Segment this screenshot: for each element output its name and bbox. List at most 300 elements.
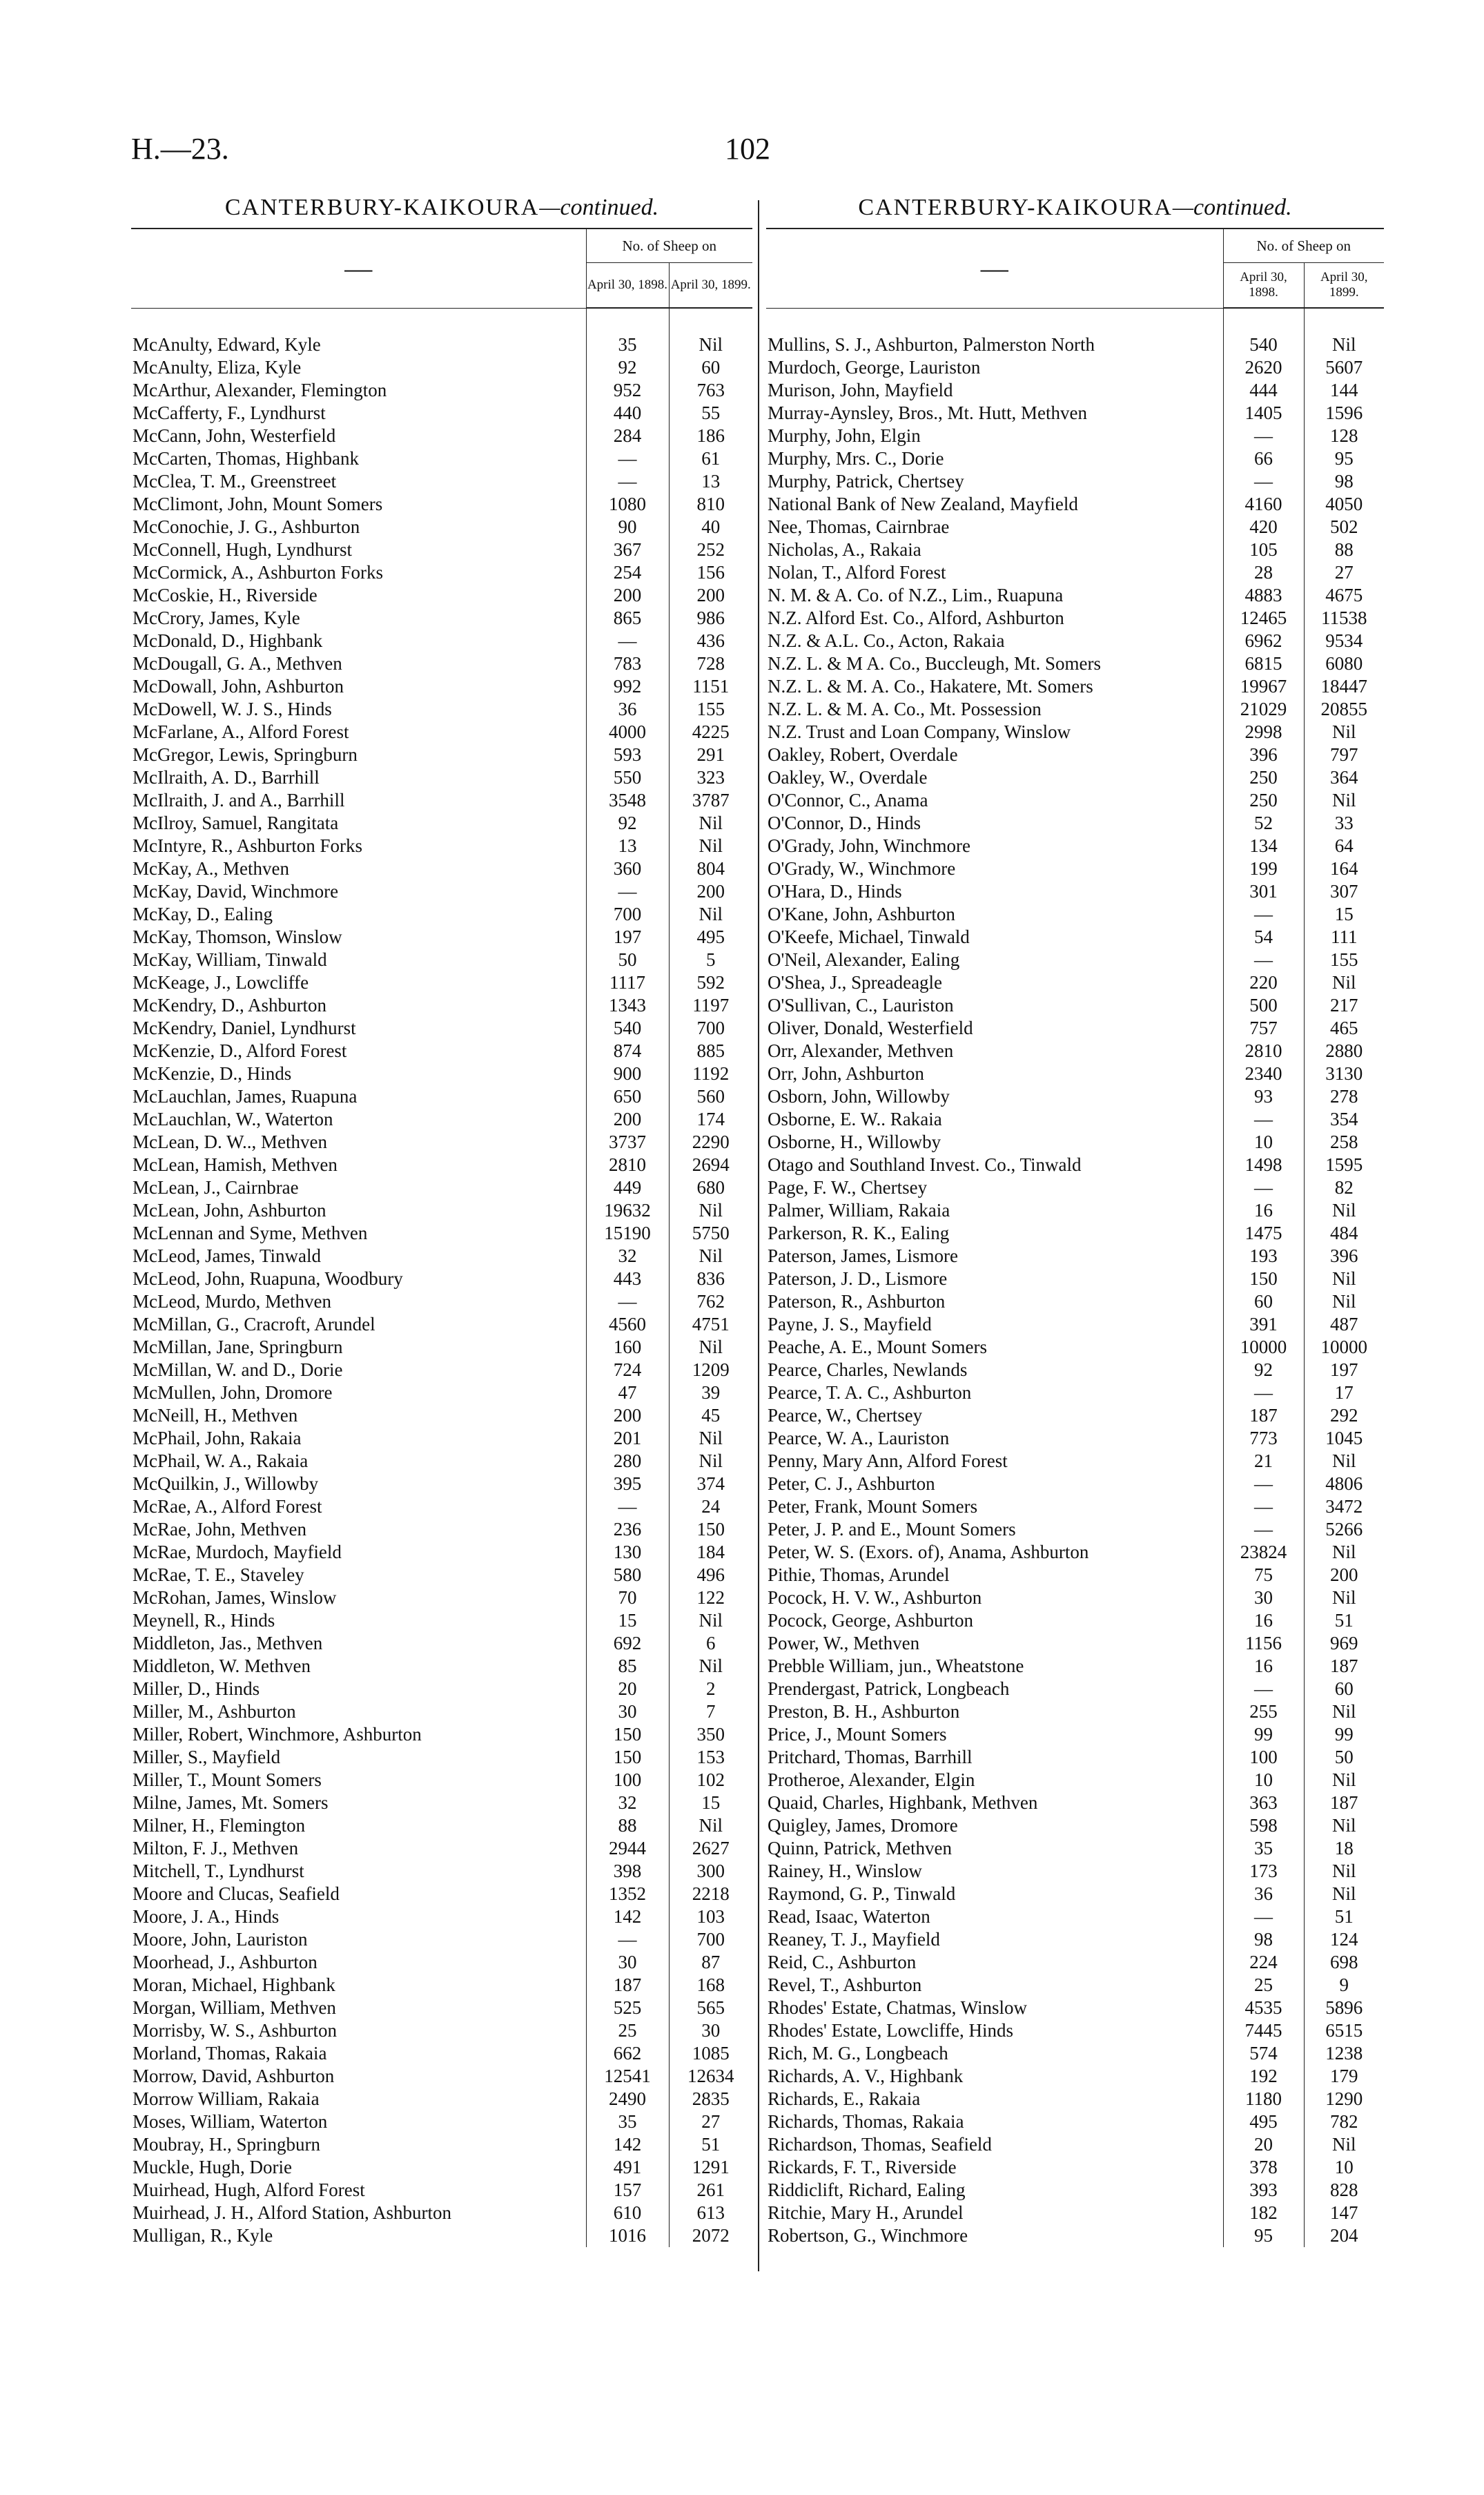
owner-name: Pearce, W. A., Lauriston — [768, 1428, 950, 1448]
sheep-1898: 157 — [586, 2179, 669, 2202]
owner-name: McIlroy, Samuel, Rangitata — [133, 813, 339, 833]
sheep-1898: 255 — [1223, 1700, 1304, 1723]
table-row — [766, 1108, 1384, 1131]
sheep-1899: Nil — [1304, 1769, 1384, 1792]
owner-name: O'Kane, John, Ashburton — [768, 904, 955, 924]
sheep-1898: 66 — [1223, 447, 1304, 470]
table-row — [766, 1905, 1384, 1928]
sheep-1898: 130 — [586, 1541, 669, 1564]
table-row — [766, 1564, 1384, 1586]
sheep-1898: 75 — [1223, 1564, 1304, 1586]
table-row — [766, 926, 1384, 949]
owner-name: Moran, Michael, Highbank — [133, 1974, 335, 1995]
sheep-1898: 16 — [1223, 1609, 1304, 1632]
sheep-1899: 122 — [669, 1586, 752, 1609]
sheep-1899: 88 — [1304, 538, 1384, 561]
table-row — [766, 1632, 1384, 1655]
sheep-1899: 465 — [1304, 1017, 1384, 1040]
sheep-1899: 1197 — [669, 994, 752, 1017]
sheep-1899: Nil — [1304, 2133, 1384, 2156]
sheep-count-header: No. of Sheep on — [1223, 229, 1384, 263]
sheep-1899: 810 — [669, 493, 752, 516]
table-row — [766, 1245, 1384, 1268]
table-row — [131, 2088, 752, 2110]
sheep-1898: 16 — [1223, 1655, 1304, 1678]
owner-name: Oliver, Donald, Westerfield — [768, 1018, 973, 1038]
sheep-1899: 10 — [1304, 2156, 1384, 2179]
table-row — [131, 1381, 752, 1404]
owner-name: Rhodes' Estate, Lowcliffe, Hinds — [768, 2020, 1014, 2041]
sheep-1898: 20 — [586, 1678, 669, 1700]
owner-name: McDonald, D., Highbank — [133, 630, 323, 651]
table-row — [131, 1837, 752, 1860]
sheep-1899: 99 — [1304, 1723, 1384, 1746]
sheep-1898: — — [586, 1290, 669, 1313]
owner-name: Mitchell, T., Lyndhurst — [133, 1861, 304, 1881]
owner-name: McMullen, John, Dromore — [133, 1382, 333, 1403]
sheep-1899: Nil — [1304, 1700, 1384, 1723]
table-row — [131, 1951, 752, 1974]
owner-name: Riddiclift, Richard, Ealing — [768, 2180, 966, 2200]
table-row — [131, 1723, 752, 1746]
table-row — [766, 1678, 1384, 1700]
table-row — [131, 1245, 752, 1268]
sheep-1898: 182 — [1223, 2202, 1304, 2224]
owner-name: Quigley, James, Dromore — [768, 1815, 958, 1836]
table-row — [766, 994, 1384, 1017]
owner-name: Murray-Aynsley, Bros., Mt. Hutt, Methven — [768, 402, 1087, 423]
table-row — [131, 1199, 752, 1222]
sheep-1899: 144 — [1304, 379, 1384, 402]
table-row — [766, 1381, 1384, 1404]
sheep-1899: Nil — [669, 308, 752, 356]
table-row — [766, 1586, 1384, 1609]
table-row — [766, 903, 1384, 926]
sheep-1898: 54 — [1223, 926, 1304, 949]
sheep-1899: 5607 — [1304, 356, 1384, 379]
sheep-1899: 354 — [1304, 1108, 1384, 1131]
sheep-1899: Nil — [669, 1609, 752, 1632]
owner-name: Penny, Mary Ann, Alford Forest — [768, 1450, 1008, 1471]
owner-name: McCann, John, Westerfield — [133, 425, 336, 446]
sheep-1899: 350 — [669, 1723, 752, 1746]
table-row — [131, 1678, 752, 1700]
owner-name: Morgan, William, Methven — [133, 1997, 336, 2018]
table-row — [766, 857, 1384, 880]
sheep-1899: 6515 — [1304, 2019, 1384, 2042]
table-row — [131, 1176, 752, 1199]
owner-name: McRae, T. E., Staveley — [133, 1564, 304, 1585]
sheep-1898: 610 — [586, 2202, 669, 2224]
table-row — [131, 447, 752, 470]
owner-name: Robertson, G., Winchmore — [768, 2225, 968, 2246]
owner-name: Osborn, John, Willowby — [768, 1086, 950, 1107]
sheep-1898: 35 — [586, 2110, 669, 2133]
owner-name: O'Connor, D., Hinds — [768, 813, 921, 833]
table-row — [131, 607, 752, 630]
sheep-1898: 36 — [1223, 1883, 1304, 1905]
owner-name: Peter, W. S. (Exors. of), Anama, Ashburton — [768, 1542, 1089, 1562]
table-row — [766, 447, 1384, 470]
sheep-1898: 495 — [1223, 2110, 1304, 2133]
sheep-1899: 261 — [669, 2179, 752, 2202]
table-row — [766, 470, 1384, 493]
sheep-1898: 30 — [586, 1951, 669, 1974]
sheep-1899: 111 — [1304, 926, 1384, 949]
owner-name: Murdoch, George, Lauriston — [768, 357, 981, 378]
sheep-1899: 252 — [669, 538, 752, 561]
owner-name: Nicholas, A., Rakaia — [768, 539, 921, 560]
owner-name: Power, W., Methven — [768, 1633, 920, 1653]
table-row — [131, 2019, 752, 2042]
sheep-1899: 60 — [669, 356, 752, 379]
owner-name: McKay, David, Winchmore — [133, 881, 339, 902]
sheep-1899: 1209 — [669, 1359, 752, 1381]
table-row — [766, 1359, 1384, 1381]
owner-name: McMillan, Jane, Springburn — [133, 1337, 343, 1357]
owner-name: McRae, Murdoch, Mayfield — [133, 1542, 342, 1562]
sheep-1899: 396 — [1304, 1245, 1384, 1268]
sheep-1899: 197 — [1304, 1359, 1384, 1381]
table-row — [766, 2202, 1384, 2224]
sheep-1898: 574 — [1223, 2042, 1304, 2065]
sheep-1898: 150 — [1223, 1268, 1304, 1290]
sheep-1899: 147 — [1304, 2202, 1384, 2224]
table-row — [131, 2179, 752, 2202]
sheep-1899: 50 — [1304, 1746, 1384, 1769]
owner-name: Mullins, S. J., Ashburton, Palmerston North — [768, 333, 1095, 355]
sheep-1898: 52 — [1223, 812, 1304, 835]
owner-name: Pithie, Thomas, Arundel — [768, 1564, 950, 1585]
owner-name: McQuilkin, J., Willowby — [133, 1473, 319, 1494]
owner-name: Miller, D., Hinds — [133, 1678, 260, 1699]
sheep-1899: 2835 — [669, 2088, 752, 2110]
sheep-1899: 27 — [1304, 561, 1384, 584]
sheep-1898: 1080 — [586, 493, 669, 516]
table-row — [131, 1746, 752, 1769]
owner-name: N.Z. L. & M. A. Co., Hakatere, Mt. Somers — [768, 676, 1093, 697]
table-row — [766, 1131, 1384, 1154]
sheep-1898: 1343 — [586, 994, 669, 1017]
table-row — [131, 652, 752, 675]
owner-name: McCarten, Thomas, Highbank — [133, 448, 359, 469]
sheep-1899: 1192 — [669, 1062, 752, 1085]
sheep-1898: 398 — [586, 1860, 669, 1883]
sheep-1899: 560 — [669, 1085, 752, 1108]
sheep-1899: 55 — [669, 402, 752, 425]
table-row — [131, 2133, 752, 2156]
owner-name: McConnell, Hugh, Lyndhurst — [133, 539, 352, 560]
sheep-1899: 278 — [1304, 1085, 1384, 1108]
sheep-1899: 2218 — [669, 1883, 752, 1905]
sheep-1899: 15 — [1304, 903, 1384, 926]
table-row — [131, 1017, 752, 1040]
table-row — [766, 1495, 1384, 1518]
owner-name: Moorhead, J., Ashburton — [133, 1952, 318, 1972]
sheep-1899: 2694 — [669, 1154, 752, 1176]
sheep-1899: 1151 — [669, 675, 752, 698]
sheep-1899: 804 — [669, 857, 752, 880]
sheep-1899: 292 — [1304, 1404, 1384, 1427]
table-row — [131, 1313, 752, 1336]
owner-name: Orr, John, Ashburton — [768, 1063, 924, 1084]
owner-name: McKay, William, Tinwald — [133, 949, 327, 970]
owner-name: Paterson, James, Lismore — [768, 1245, 958, 1266]
sheep-1899: 6 — [669, 1632, 752, 1655]
table-row — [131, 630, 752, 652]
sheep-1898: 540 — [586, 1017, 669, 1040]
sheep-1898: 224 — [1223, 1951, 1304, 1974]
owner-name: McLean, D. W.., Methven — [133, 1132, 327, 1152]
table-row — [766, 1655, 1384, 1678]
sheep-1898: 201 — [586, 1427, 669, 1450]
sheep-1898: 12465 — [1223, 607, 1304, 630]
sheep-1898: 7445 — [1223, 2019, 1304, 2042]
sheep-1898: 580 — [586, 1564, 669, 1586]
sheep-1899: 728 — [669, 652, 752, 675]
sheep-1899: Nil — [1304, 1541, 1384, 1564]
owner-name: Meynell, R., Hinds — [133, 1610, 275, 1631]
sheep-1898: 900 — [586, 1062, 669, 1085]
sheep-1899: 495 — [669, 926, 752, 949]
sheep-1898: — — [586, 1928, 669, 1951]
sheep-1899: 3130 — [1304, 1062, 1384, 1085]
sheep-1898: 1498 — [1223, 1154, 1304, 1176]
document-code: H.—23. — [131, 132, 229, 166]
owner-name: Middleton, Jas., Methven — [133, 1633, 323, 1653]
owner-name: Peache, A. E., Mount Somers — [768, 1337, 987, 1357]
table-row — [766, 949, 1384, 971]
sheep-1898: 540 — [1223, 308, 1304, 356]
table-row — [766, 402, 1384, 425]
sheep-1898: 200 — [586, 584, 669, 607]
owner-name: McRae, John, Methven — [133, 1519, 306, 1540]
sheep-1898: 550 — [586, 766, 669, 789]
owner-name: Reaney, T. J., Mayfield — [768, 1929, 940, 1950]
owner-name: McCrory, James, Kyle — [133, 608, 300, 628]
sheep-1899: 155 — [669, 698, 752, 721]
sheep-1898: 449 — [586, 1176, 669, 1199]
table-row — [766, 425, 1384, 447]
table-row — [766, 652, 1384, 675]
owner-name: McLauchlan, W., Waterton — [133, 1109, 333, 1129]
sheep-1898: — — [1223, 949, 1304, 971]
sheep-1899: 762 — [669, 1290, 752, 1313]
owner-name: Muckle, Hugh, Dorie — [133, 2157, 292, 2177]
sheep-1899: Nil — [1304, 1290, 1384, 1313]
sheep-1899: Nil — [669, 1336, 752, 1359]
table-row — [131, 561, 752, 584]
table-row — [766, 1313, 1384, 1336]
sheep-1898: 25 — [586, 2019, 669, 2042]
sheep-1898: — — [1223, 1176, 1304, 1199]
sheep-1899: 98 — [1304, 470, 1384, 493]
table-row — [131, 584, 752, 607]
owner-name: Quaid, Charles, Highbank, Methven — [768, 1792, 1038, 1813]
sheep-1899: 184 — [669, 1541, 752, 1564]
owner-name: Oakley, Robert, Overdale — [768, 744, 958, 765]
sheep-1898: 692 — [586, 1632, 669, 1655]
sheep-1899: 2072 — [669, 2224, 752, 2247]
owner-name: Murphy, John, Elgin — [768, 425, 921, 446]
owner-name: McKendry, Daniel, Lyndhurst — [133, 1018, 356, 1038]
owner-name: Muirhead, J. H., Alford Station, Ashburton — [133, 2202, 451, 2223]
owner-name: McClimont, John, Mount Somers — [133, 494, 383, 514]
sheep-1899: 61 — [669, 447, 752, 470]
sheep-1899: Nil — [669, 1450, 752, 1473]
year-1899-header: April 30, 1899. — [669, 263, 752, 309]
table-row — [766, 1404, 1384, 1427]
sheep-1899: 15 — [669, 1792, 752, 1814]
owner-name: Prebble William, jun., Wheatstone — [768, 1656, 1024, 1676]
sheep-1899: Nil — [1304, 1268, 1384, 1290]
table-row — [131, 1131, 752, 1154]
owner-name: Muirhead, Hugh, Alford Forest — [133, 2180, 365, 2200]
sheep-1898: 100 — [1223, 1746, 1304, 1769]
owner-name: McKenzie, D., Alford Forest — [133, 1040, 347, 1061]
sheep-1899: Nil — [1304, 1199, 1384, 1222]
sheep-1899: 150 — [669, 1518, 752, 1541]
table-row — [766, 1473, 1384, 1495]
table-row — [766, 1928, 1384, 1951]
sheep-1898: 4000 — [586, 721, 669, 744]
table-row — [766, 1176, 1384, 1199]
sheep-1899: 33 — [1304, 812, 1384, 835]
table-body — [766, 308, 1384, 2247]
sheep-1899: Nil — [1304, 789, 1384, 812]
table-row — [766, 744, 1384, 766]
owner-name: Ritchie, Mary H., Arundel — [768, 2202, 964, 2223]
sheep-1899: 128 — [1304, 425, 1384, 447]
table-row — [131, 721, 752, 744]
sheep-1898: 70 — [586, 1586, 669, 1609]
sheep-1899: Nil — [669, 1427, 752, 1450]
sheep-1898: 874 — [586, 1040, 669, 1062]
owner-name: Prendergast, Patrick, Longbeach — [768, 1678, 1010, 1699]
sheep-1898: 200 — [586, 1108, 669, 1131]
owner-name: Nee, Thomas, Cairnbrae — [768, 516, 950, 537]
table-row — [766, 1769, 1384, 1792]
sheep-1899: 164 — [1304, 857, 1384, 880]
sheep-1899: 258 — [1304, 1131, 1384, 1154]
sheep-1899: 502 — [1304, 516, 1384, 538]
owner-name: Oakley, W., Overdale — [768, 767, 928, 788]
table-row — [766, 789, 1384, 812]
sheep-1898: 60 — [1223, 1290, 1304, 1313]
owner-name: McLean, J., Cairnbrae — [133, 1177, 299, 1198]
sheep-1899: 3472 — [1304, 1495, 1384, 1518]
owner-name: McDowall, John, Ashburton — [133, 676, 344, 697]
sheep-1898: 700 — [586, 903, 669, 926]
owner-name: Read, Isaac, Waterton — [768, 1906, 930, 1927]
owner-name: Peter, J. P. and E., Mount Somers — [768, 1519, 1016, 1540]
sheep-1898: 724 — [586, 1359, 669, 1381]
table-row — [766, 379, 1384, 402]
sheep-1899: 103 — [669, 1905, 752, 1928]
table-row — [766, 2156, 1384, 2179]
table-row — [766, 1040, 1384, 1062]
table-row — [766, 698, 1384, 721]
owner-name: N.Z. L. & M. A. Co., Mt. Possession — [768, 699, 1042, 719]
owner-name: McCormick, A., Ashburton Forks — [133, 562, 384, 583]
owner-name: Nolan, T., Alford Forest — [768, 562, 946, 583]
sheep-1898: 10 — [1223, 1131, 1304, 1154]
sheep-1899: 5896 — [1304, 1997, 1384, 2019]
owner-name: Miller, S., Mayfield — [133, 1747, 281, 1767]
owner-name: Mulligan, R., Kyle — [133, 2225, 273, 2246]
sheep-1899: Nil — [669, 1814, 752, 1837]
table-row — [766, 1541, 1384, 1564]
sheep-1899: 51 — [669, 2133, 752, 2156]
sheep-1899: Nil — [1304, 1860, 1384, 1883]
sheep-1898: 142 — [586, 2133, 669, 2156]
owner-name: Parkerson, R. K., Ealing — [768, 1223, 950, 1243]
sheep-1899: 2880 — [1304, 1040, 1384, 1062]
table-row — [766, 1814, 1384, 1837]
table-row — [131, 1883, 752, 1905]
sheep-1898: — — [1223, 1905, 1304, 1928]
table-row — [131, 2224, 752, 2247]
sheep-1899: 187 — [1304, 1655, 1384, 1678]
sheep-1898: 93 — [1223, 1085, 1304, 1108]
sheep-1899: 885 — [669, 1040, 752, 1062]
sheep-1899: 155 — [1304, 949, 1384, 971]
column-title-main: CANTERBURY-KAIKOURA — [224, 195, 540, 220]
sheep-1898: 20 — [1223, 2133, 1304, 2156]
sheep-1899: 763 — [669, 379, 752, 402]
table-row — [766, 584, 1384, 607]
sheep-1899: 11538 — [1304, 607, 1384, 630]
left-column — [131, 195, 752, 2247]
sheep-1898: — — [1223, 1495, 1304, 1518]
table-row — [131, 880, 752, 903]
owner-name: McNeill, H., Methven — [133, 1405, 298, 1426]
sheep-1899: 12634 — [669, 2065, 752, 2088]
sheep-1899: 782 — [1304, 2110, 1384, 2133]
sheep-1898: 100 — [586, 1769, 669, 1792]
table-row — [131, 470, 752, 493]
sheep-1898: — — [586, 880, 669, 903]
table-row — [131, 1359, 752, 1381]
table-row — [766, 721, 1384, 744]
sheep-1899: 307 — [1304, 880, 1384, 903]
owner-name: O'Neil, Alexander, Ealing — [768, 949, 960, 970]
table-row — [131, 1928, 752, 1951]
table-row — [131, 1997, 752, 2019]
sheep-1898: 95 — [1223, 2224, 1304, 2247]
owner-name: Quinn, Patrick, Methven — [768, 1838, 952, 1858]
sheep-1899: 45 — [669, 1404, 752, 1427]
sheep-1898: 134 — [1223, 835, 1304, 857]
sheep-1898: 440 — [586, 402, 669, 425]
table-row — [766, 2110, 1384, 2133]
table-row — [766, 1085, 1384, 1108]
table-row — [131, 2110, 752, 2133]
table-row — [766, 2179, 1384, 2202]
sheep-1898: — — [1223, 1108, 1304, 1131]
sheep-1898: 363 — [1223, 1792, 1304, 1814]
table-row — [766, 607, 1384, 630]
owner-name: McIntyre, R., Ashburton Forks — [133, 835, 362, 856]
table-row — [766, 1792, 1384, 1814]
table-row — [766, 1609, 1384, 1632]
table-row — [131, 402, 752, 425]
owner-name: McPhail, John, Rakaia — [133, 1428, 302, 1448]
table-row — [131, 1905, 752, 1928]
sheep-1898: 19967 — [1223, 675, 1304, 698]
name-column-header: — — [131, 229, 586, 308]
sheep-1899: 6080 — [1304, 652, 1384, 675]
